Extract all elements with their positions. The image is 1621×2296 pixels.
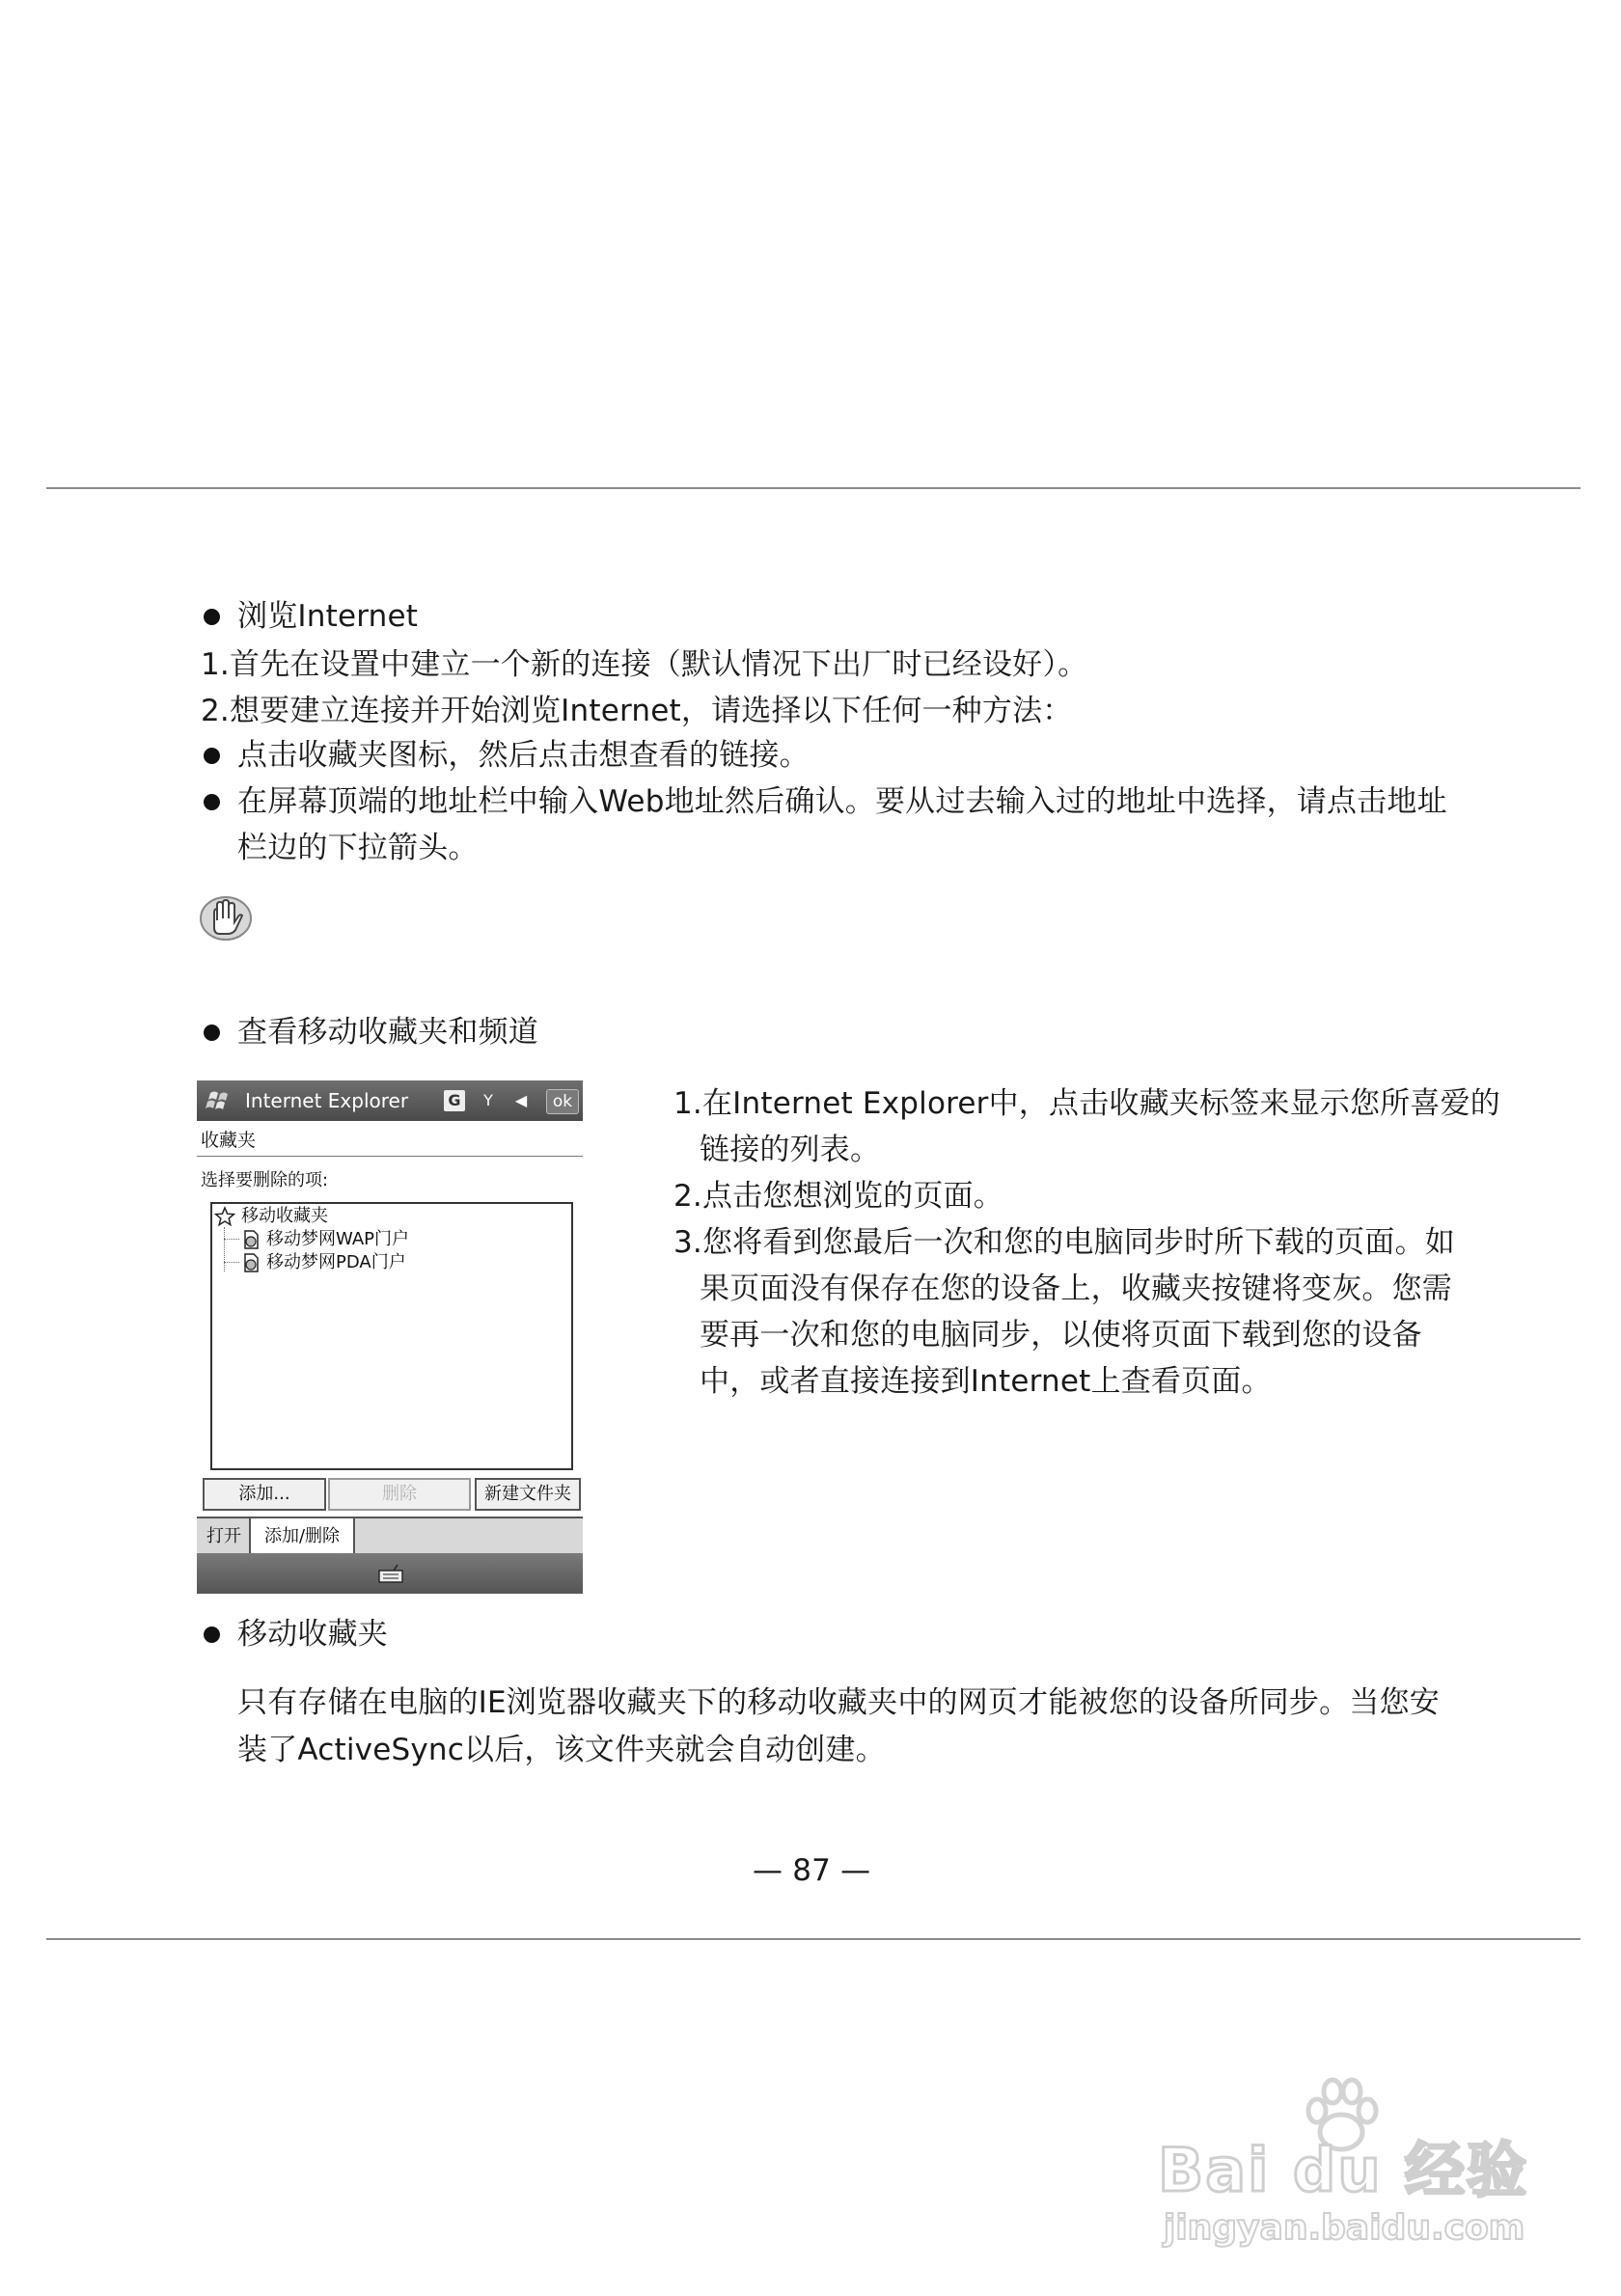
watermark-url: jingyan.baidu.com xyxy=(1164,2208,1525,2248)
ok-button[interactable]: ok xyxy=(546,1089,579,1114)
browse-method-2-line1: 在屏幕顶端的地址栏中输入Web地址然后确认。要从过去输入过的地址中选择，请点击地址 xyxy=(237,784,1447,819)
bullet xyxy=(204,1626,220,1643)
tree-item[interactable]: 移动梦网WAP门户 xyxy=(266,1229,409,1249)
view-step-2: 2.点击您想浏览的页面。 xyxy=(673,1179,1003,1214)
device-screenshot xyxy=(197,1080,583,1594)
page-number: — 87 — xyxy=(753,1853,871,1888)
section-heading-browse: 浏览Internet xyxy=(237,599,419,634)
keyboard-icon[interactable] xyxy=(376,1563,405,1584)
baidu-jingyan-watermark xyxy=(1158,2074,1582,2248)
new-folder-button[interactable]: 新建文件夹 xyxy=(475,1478,581,1511)
tree-connector xyxy=(224,1239,239,1240)
device-app-title: Internet Explorer xyxy=(245,1089,409,1112)
web-page-icon xyxy=(241,1229,261,1250)
volume-icon: ◀ xyxy=(514,1091,528,1109)
mobile-favorites-line1: 只有存储在电脑的IE浏览器收藏夹下的移动收藏夹中的网页才能被您的设备所同步。当您安 xyxy=(237,1685,1440,1720)
web-page-icon xyxy=(241,1252,261,1273)
bullet xyxy=(204,1025,220,1041)
view-step-3-line1: 3.您将看到您最后一次和您的电脑同步时所下载的页面。如 xyxy=(673,1225,1455,1260)
section-heading-mobile-favorites: 移动收藏夹 xyxy=(237,1617,388,1652)
note-hand-icon xyxy=(199,893,255,942)
bullet xyxy=(204,794,220,810)
device-tab-bar xyxy=(197,1517,583,1555)
view-step-3-line3: 要再一次和您的电脑同步，以使将页面下载到您的设备 xyxy=(700,1318,1422,1353)
view-step-3-line4: 中，或者直接连接到Internet上查看页面。 xyxy=(700,1364,1272,1399)
bottom-divider xyxy=(46,1938,1580,1940)
view-step-3-line2: 果页面没有保存在您的设备上，收藏夹按键将变灰。您需 xyxy=(700,1271,1452,1306)
top-divider xyxy=(46,487,1580,489)
tree-connector xyxy=(224,1262,239,1263)
tab-add-delete[interactable]: 添加/删除 xyxy=(251,1518,355,1555)
tab-open[interactable]: 打开 xyxy=(199,1518,251,1555)
favorites-tree[interactable] xyxy=(210,1202,573,1470)
bullet xyxy=(204,748,220,764)
section-heading-view-favorites: 查看移动收藏夹和频道 xyxy=(237,1015,538,1050)
device-screen-header: 收藏夹 xyxy=(201,1130,257,1151)
browse-step-2: 2.想要建立连接并开始浏览Internet，请选择以下任何一种方法： xyxy=(201,694,1073,728)
view-step-1-line2: 链接的列表。 xyxy=(700,1133,881,1167)
watermark-brand: Bai du 经验 xyxy=(1158,2135,1529,2205)
bullet xyxy=(204,609,220,625)
device-soft-keyboard-bar xyxy=(197,1553,583,1594)
tree-connector xyxy=(224,1227,225,1271)
gprs-status-icon: G xyxy=(444,1090,465,1111)
browse-method-1: 点击收藏夹图标，然后点击想查看的链接。 xyxy=(237,738,810,773)
mobile-favorites-line2: 装了ActiveSync以后，该文件夹就会自动创建。 xyxy=(237,1733,886,1767)
signal-strength-icon: Y xyxy=(483,1091,493,1109)
view-step-1-line1: 1.在Internet Explorer中，点击收藏夹标签来显示您所喜爱的 xyxy=(673,1086,1500,1121)
device-prompt: 选择要删除的项: xyxy=(201,1170,329,1190)
star-icon xyxy=(214,1206,235,1227)
tree-item[interactable]: 移动梦网PDA门户 xyxy=(266,1252,406,1272)
delete-button[interactable]: 删除 xyxy=(328,1478,471,1511)
browse-method-2-line2: 栏边的下拉箭头。 xyxy=(237,831,479,865)
browse-step-1: 1.首先在设置中建立一个新的连接（默认情况下出厂时已经设好）。 xyxy=(201,647,1088,682)
windows-start-icon[interactable] xyxy=(205,1087,234,1114)
tree-root-folder[interactable]: 移动收藏夹 xyxy=(241,1206,328,1226)
device-title-bar xyxy=(197,1080,583,1121)
add-button[interactable]: 添加... xyxy=(203,1478,326,1511)
header-divider xyxy=(197,1156,583,1157)
